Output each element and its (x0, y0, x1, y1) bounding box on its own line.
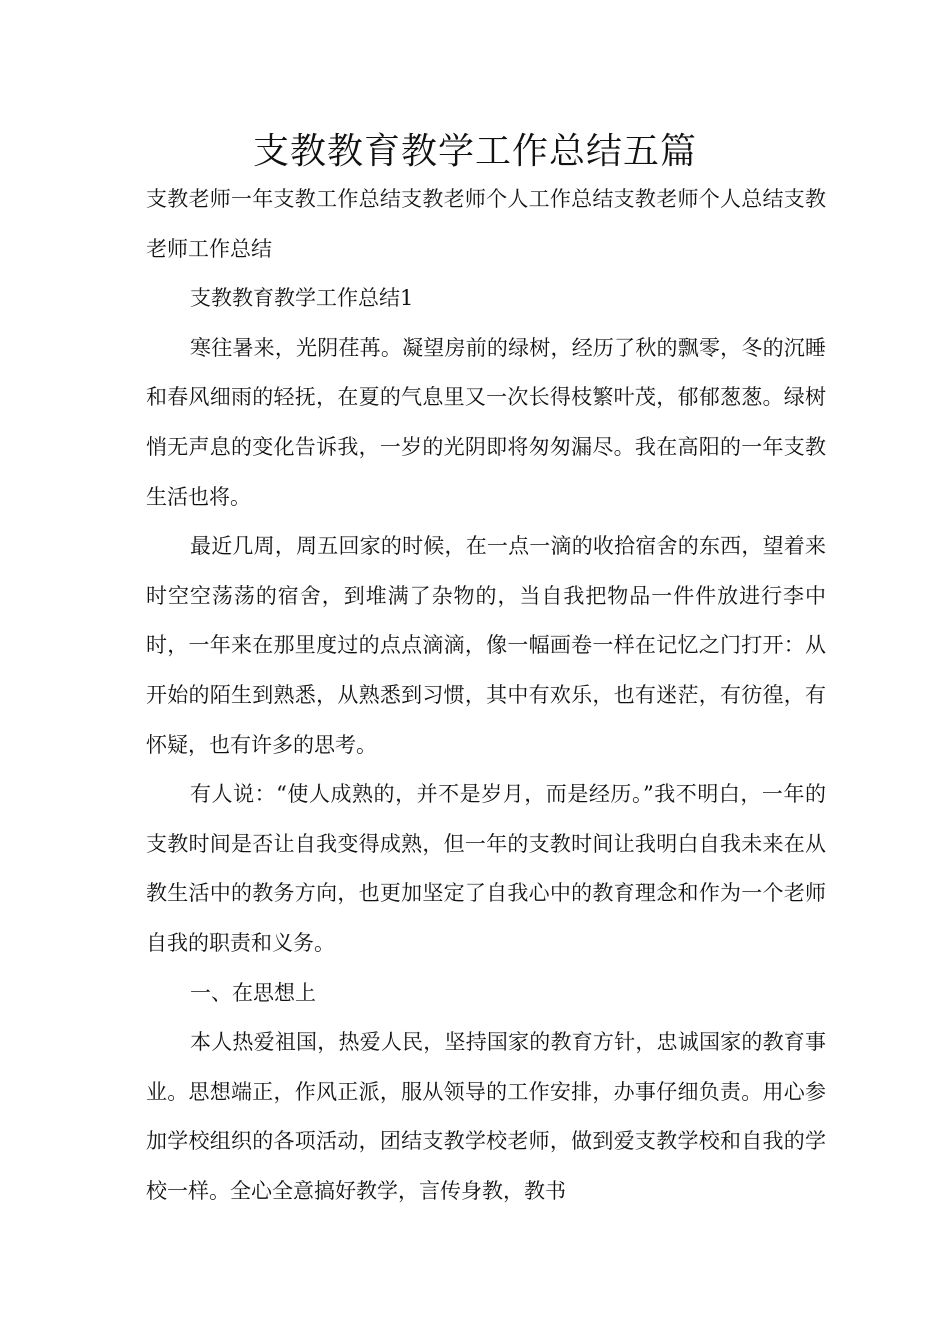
paragraph: 本人热爱祖国，热爱人民，坚持国家的教育方针，忠诚国家的教育事业。思想端正，作风正派，服从领导的工作安排，办事仔细负责。用心参加学校组织的各项活动，团结支教学校老师，做到爱支教学校和自我的学校一样。全心全意搞好教学，言传身教，教书 (146, 1030, 826, 1203)
paragraph-section-heading: 支教教育教学工作总结1 (190, 286, 414, 311)
document-title: 支教教育教学工作总结五篇 (252, 131, 697, 172)
paragraph-keywords: 支教老师一年支教工作总结支教老师个人工作总结支教老师个人总结支教老师工作总结 (146, 187, 826, 261)
paragraph: 寒往暑来，光阴荏苒。凝望房前的绿树，经历了秋的飘零，冬的沉睡和春风细雨的轻抚，在夏的气息里又一次长得枝繁叶茂，郁郁葱葱。绿树悄无声息的变化告诉我，一岁的光阴即将匆匆漏尽。我在高阳的一年支教生活也将。 (146, 335, 826, 509)
document-body (146, 175, 826, 1216)
paragraph-subheading: 一、在思想上 (190, 980, 316, 1005)
paragraph: 有人说：“使人成熟的，并不是岁月，而是经历。”我不明白，一年的支教时间是否让自我变得成熟，但一年的支教时间让我明白自我未来在从教生活中的教务方向，也更加坚定了自我心中的教育理念和作为一个老师自我的职责和义务。 (146, 782, 826, 955)
paragraph: 最近几周，周五回家的时候，在一点一滴的收拾宿舍的东西，望着来时空空荡荡的宿舍，到堆满了杂物的，当自我把物品一件件放进行李中时，一年来在那里度过的点点滴滴，像一幅画卷一样在记忆之门打开：从开始的陌生到熟悉，从熟悉到习惯，其中有欢乐，也有迷茫，有彷徨，有怀疑，也有许多的思考。 (146, 534, 826, 757)
